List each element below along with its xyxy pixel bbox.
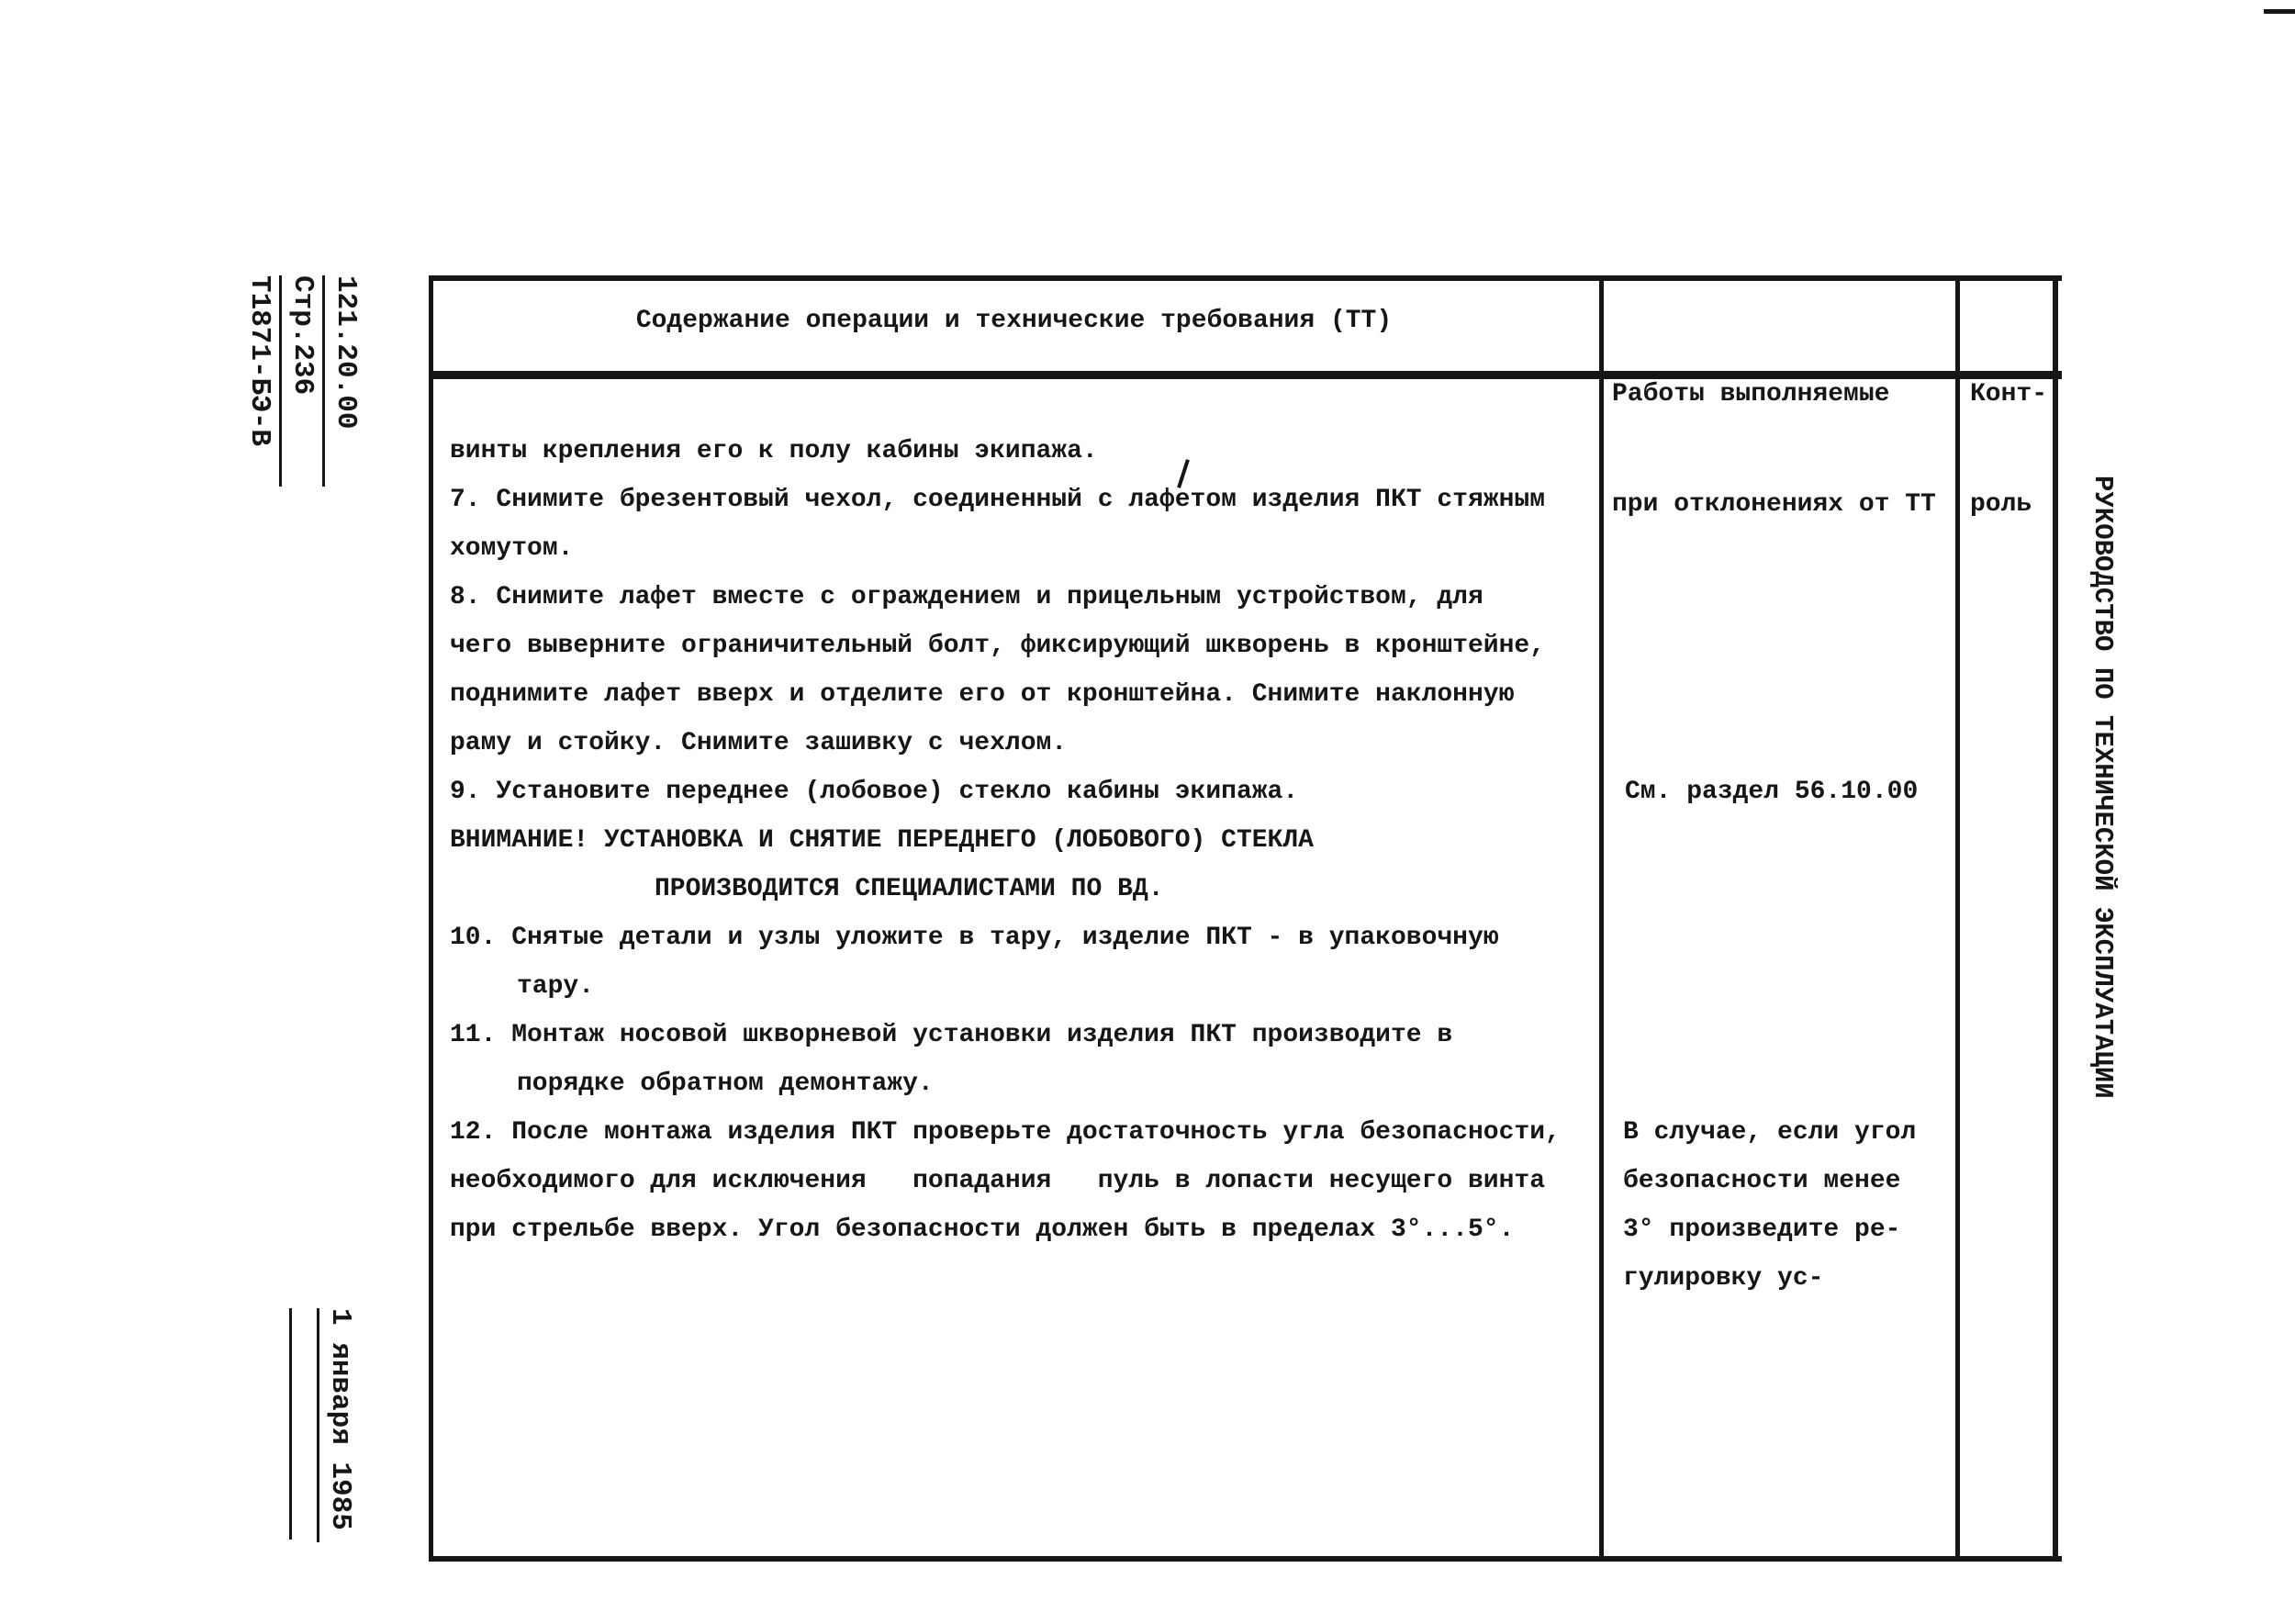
- scan-artifact-dash: [2264, 9, 2295, 14]
- operation-step-9: 9. Установите переднее (лобовое) стекло кабины экипажа.: [450, 778, 1299, 806]
- document-code-stamp: [239, 275, 365, 487]
- date-stamp: [289, 1308, 360, 1542]
- operation-line: винты крепления его к полу кабины экипажа.: [450, 437, 1098, 465]
- warning-line-2: ПРОИЗВОДИТСЯ СПЕЦИАЛИСТАМИ ПО ВД.: [655, 875, 1164, 903]
- table-border-left: [429, 275, 433, 1562]
- header-control-line1: Конт-: [1970, 380, 2048, 409]
- operation-line: раму и стойку. Снимите зашивку с чехлом.: [450, 729, 1068, 757]
- manual-title-vertical: РУКОВОДСТВО ПО ТЕХНИЧЕСКОЙ ЭКСПЛУАТАЦИИ: [2088, 476, 2118, 1099]
- document-number: Т1871-БЭ-В: [243, 275, 275, 447]
- operation-step-12: 12. После монтажа изделия ПКТ проверьте достаточность угла безопасности,: [450, 1118, 1561, 1147]
- header-deviations-line1: Работы выполняемые: [1612, 380, 1890, 409]
- deviation-note-line: В случае, если угол: [1623, 1118, 1917, 1147]
- section-code: 121.20.00: [322, 275, 365, 487]
- header-operations-column: Содержание операции и технические требования (ТТ): [635, 307, 1393, 335]
- header-control-line2: роль: [1970, 490, 2032, 519]
- operation-step-11: 11. Монтаж носовой шкворневой установки изделия ПКТ производите в: [450, 1021, 1453, 1049]
- operation-line: поднимите лафет вверх и отделите его от кронштейна. Снимите наклонную: [450, 680, 1515, 709]
- operation-line: порядке обратном демонтажу.: [517, 1070, 934, 1098]
- warning-line-1: ВНИМАНИЕ! УСТАНОВКА И СНЯТИЕ ПЕРЕДНЕГО (ЛОБОВОГО) СТЕКЛА: [450, 826, 1314, 855]
- table-border-bottom: [429, 1556, 2062, 1562]
- deviation-note-line: 3° произведите ре-: [1623, 1215, 1901, 1244]
- table-column-divider-2: [1955, 275, 1960, 1562]
- header-deviations-line2: при отклонениях от ТТ: [1612, 490, 1936, 519]
- operation-line: при стрельбе вверх. Угол безопасности должен быть в пределах 3°...5°.: [450, 1215, 1515, 1244]
- page-number: Стр.236: [279, 275, 322, 487]
- operation-step-7: 7. Снимите брезентовый чехол, соединенный с лафетом изделия ПКТ стяжным: [450, 486, 1545, 514]
- operation-line: чего выверните ограничительный болт, фиксирующий шкворень в кронштейне,: [450, 632, 1545, 660]
- deviation-note-line: безопасности менее: [1623, 1167, 1901, 1195]
- header-control-column: [1970, 303, 2047, 560]
- operation-step-8: 8. Снимите лафет вместе с ограждением и прицельным устройством, для: [450, 583, 1483, 611]
- deviation-angle-note: [1623, 1108, 1954, 1303]
- issue-date: 1 января 1985: [317, 1308, 360, 1542]
- table-column-divider-1: [1599, 275, 1604, 1562]
- operation-step-10: 10. Снятые детали и узлы уложите в тару, изделие ПКТ - в упаковочную: [450, 924, 1499, 952]
- operation-line: хомутом.: [450, 534, 574, 563]
- deviation-note-line: гулировку ус-: [1623, 1264, 1824, 1293]
- table-border-right: [2053, 275, 2058, 1562]
- header-deviations-column: [1612, 303, 1936, 560]
- deviation-see-section-note: См. раздел 56.10.00: [1625, 778, 1919, 806]
- date-stamp-rule: [289, 1308, 317, 1540]
- operation-line: тару.: [517, 972, 595, 1001]
- operation-line: необходимого для исключения попадания пуль в лопасти несущего винта: [450, 1167, 1545, 1195]
- operations-text-column: [450, 427, 1597, 1254]
- table-border-top: [429, 275, 2062, 281]
